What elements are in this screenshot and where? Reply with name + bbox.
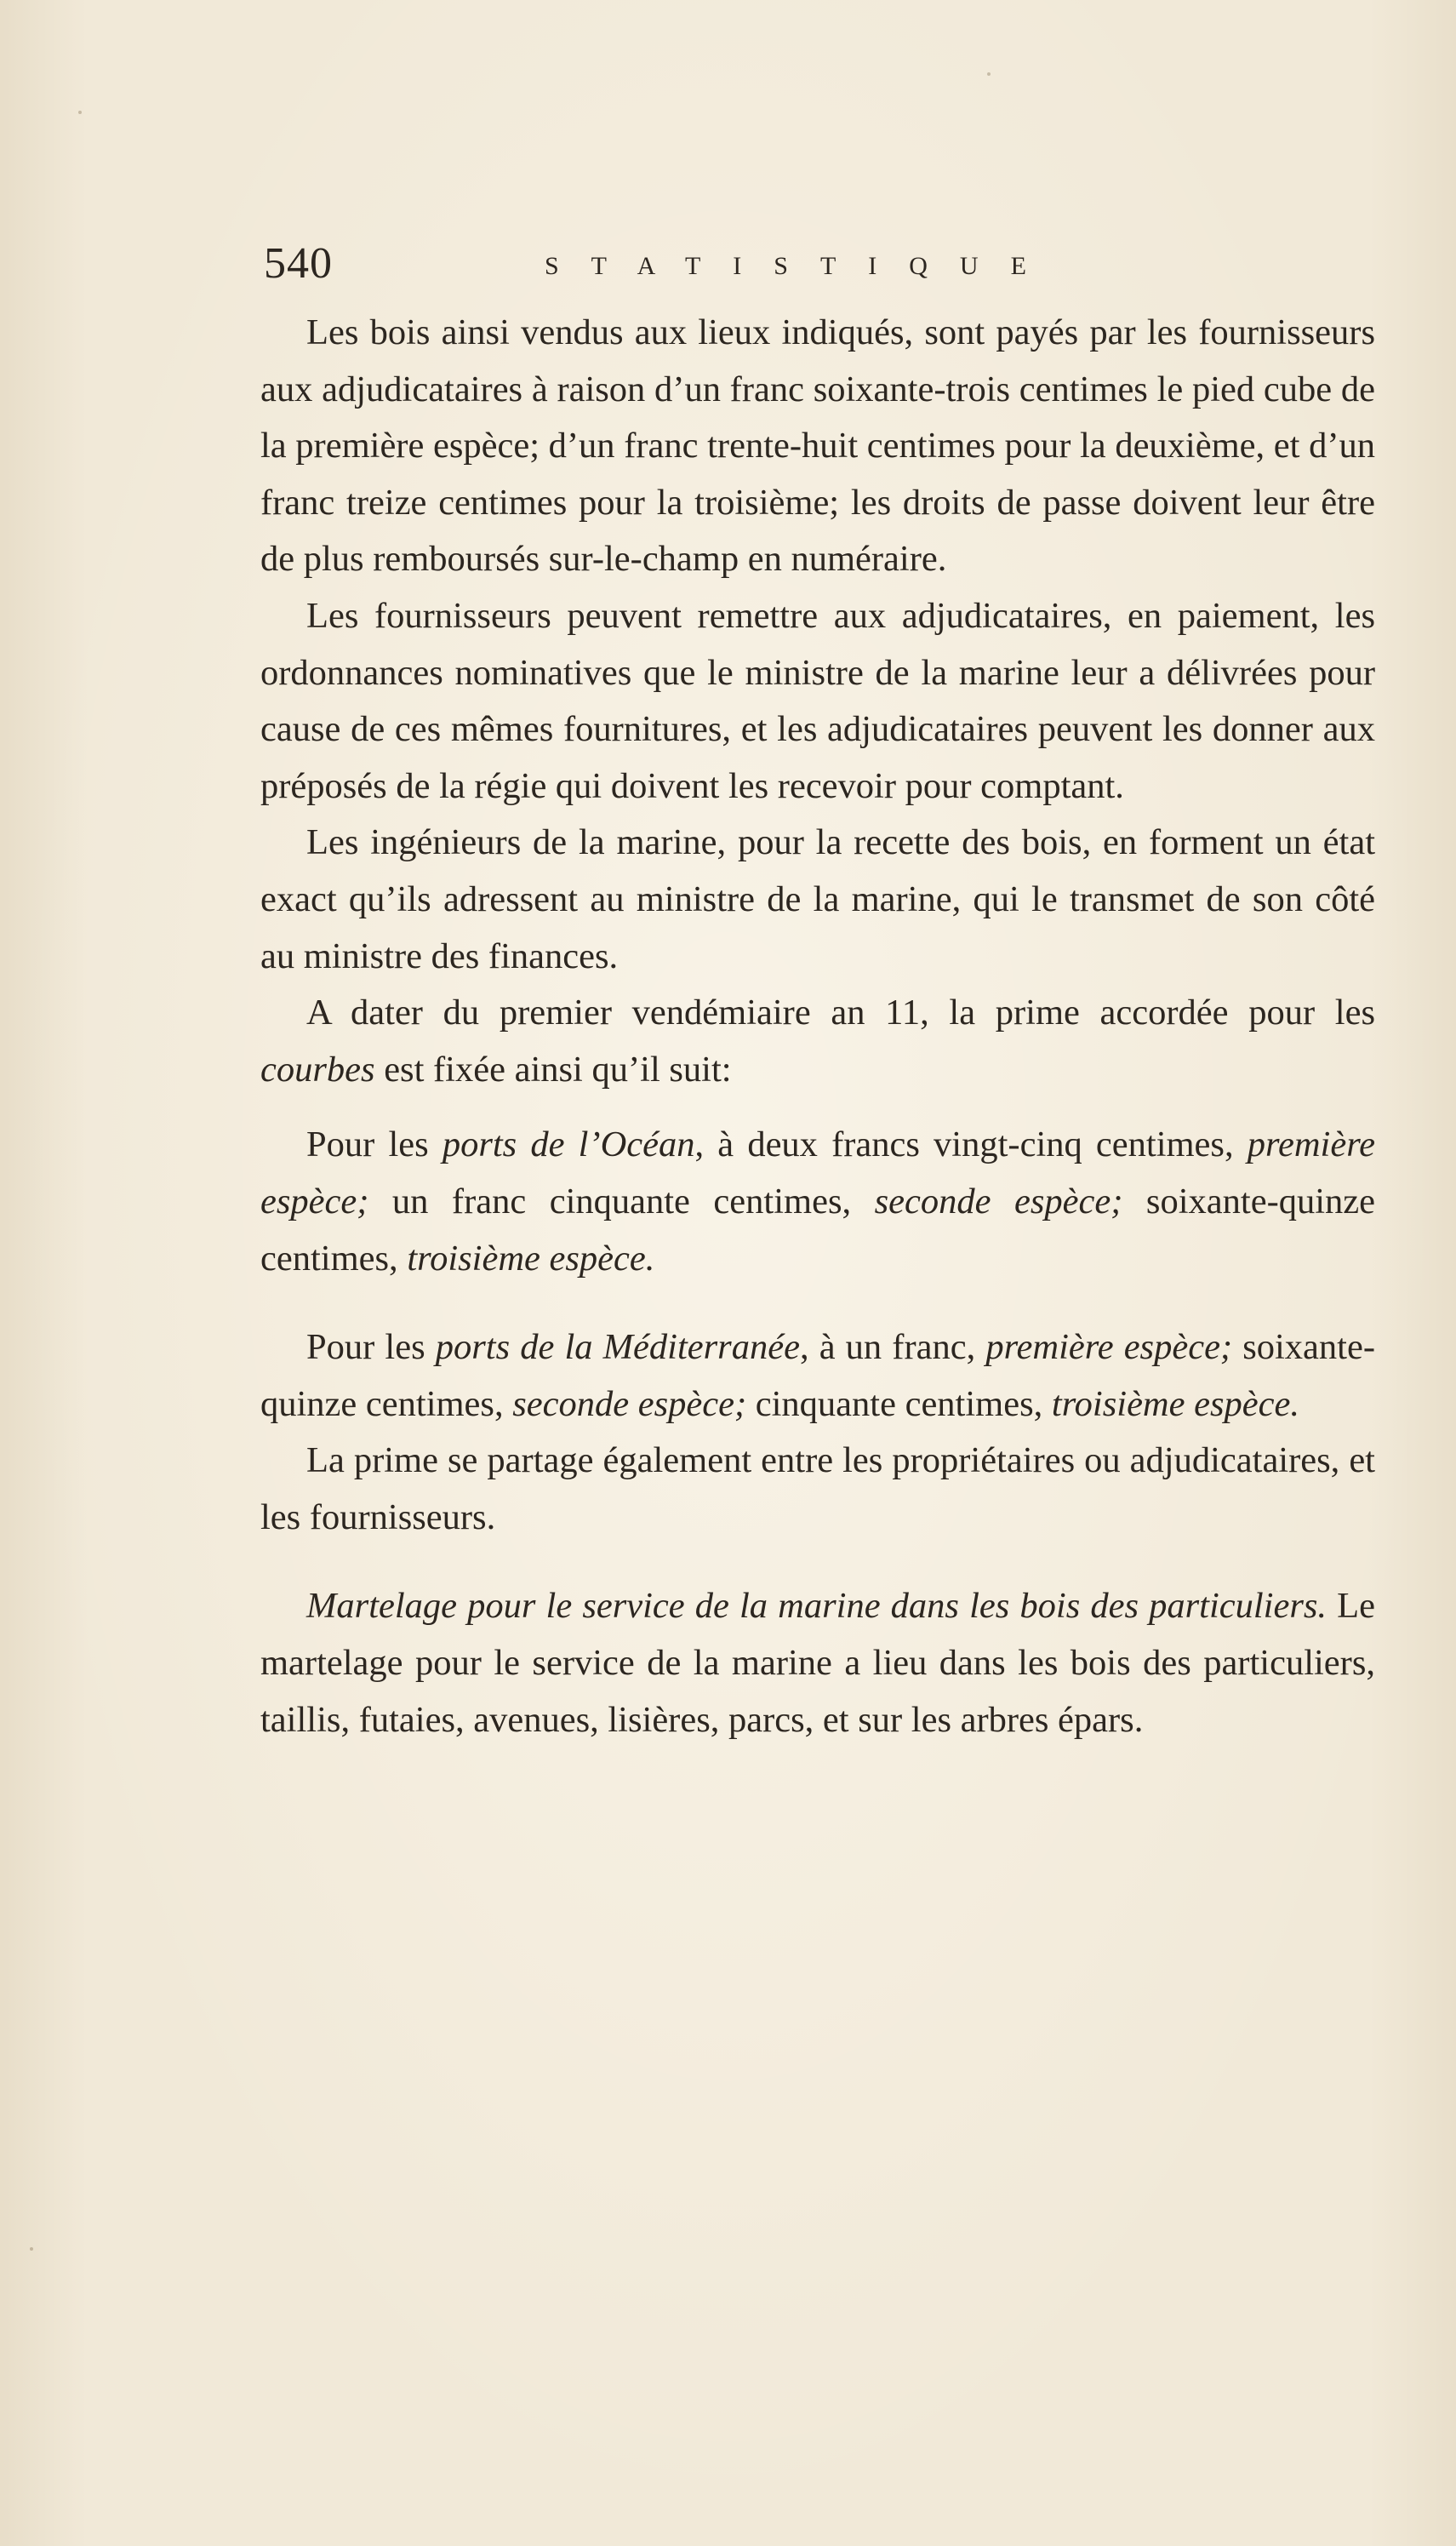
italic-text: troisième espèce. [1051,1383,1299,1424]
running-title: STATISTIQUE [545,252,1059,280]
running-head [264,234,1136,294]
text-run: , à deux francs vingt-cinq centimes, [694,1124,1248,1165]
text-run: Les bois ainsi vendus aux lieux indiqués, sont payés par les fournisseurs aux adjudicataires à raison d’un franc soixante-trois centimes le pied cube de la première espèce; d’un franc trente-huit centimes pour la deuxième, et d’un franc treize centimes pour la troisième; les droits de passe doivent leur être de plus remboursés sur-le-champ en numéraire. [260,312,1375,580]
paragraph [260,1433,1375,1546]
scan-speck [987,72,991,76]
scan-speck [78,111,82,114]
paragraph [260,1117,1375,1287]
paragraph [260,305,1375,588]
text-run: Pour les [306,1124,443,1165]
text-run: Les ingénieurs de la marine, pour la recette des bois, en forment un état exact qu’ils adressent au ministre de la marine, qui le transmet de son côté au ministre des finances. [260,822,1375,976]
text-run: un franc cinquante centimes, [368,1181,875,1222]
page-number: 540 [264,239,333,288]
body-text [260,305,1375,1748]
paragraph [260,588,1375,815]
italic-text: ports de la Méditerranée [435,1327,800,1368]
text-run: , à un franc, [799,1327,986,1368]
paragraph [260,985,1375,1098]
text-run: soixante-quinze centimes, [260,1327,1375,1424]
italic-text: seconde espèce; [874,1181,1123,1222]
scan-speck [30,2247,33,2251]
text-run: soixante-quinze centimes, [260,1181,1376,1279]
text-run: Les fournisseurs peuvent remettre aux adjudicataires, en paiement, les ordonnances nominatives que le ministre de la marine leur a délivrées pour cause de ces mêmes fournitures, et les adjudicataires peuvent les donner aux préposés de la régie qui doivent les recevoir pour comptant. [260,595,1375,806]
italic-text: troisième espèce. [407,1238,655,1279]
paragraph [260,1319,1375,1433]
text-run: La prime se partage également entre les propriétaires ou adjudicataires, et les fournisseurs. [260,1440,1375,1537]
text-run: Pour les [306,1327,436,1368]
paragraph [260,1578,1375,1748]
paragraph [260,815,1375,985]
text-run: cinquante centimes, [746,1383,1052,1424]
text-run: est fixée ainsi qu’il suit: [374,1049,732,1090]
italic-text: première espèce; [260,1124,1376,1222]
text-run: Le martelage pour le service de la marine a lieu dans les bois des particuliers, taillis, futaies, avenues, lisières, parcs, et sur les arbres épars. [260,1586,1375,1740]
italic-text: première espèce; [985,1327,1233,1368]
italic-text: seconde espèce; [512,1383,747,1424]
italic-text: Martelage pour le service de la marine dans les bois des particuliers. [306,1586,1328,1627]
italic-text: ports de l’Océan [442,1124,695,1165]
italic-text: courbes [260,1049,375,1090]
text-run: A dater du premier vendémiaire an 11, la prime accordée pour les [306,993,1375,1033]
